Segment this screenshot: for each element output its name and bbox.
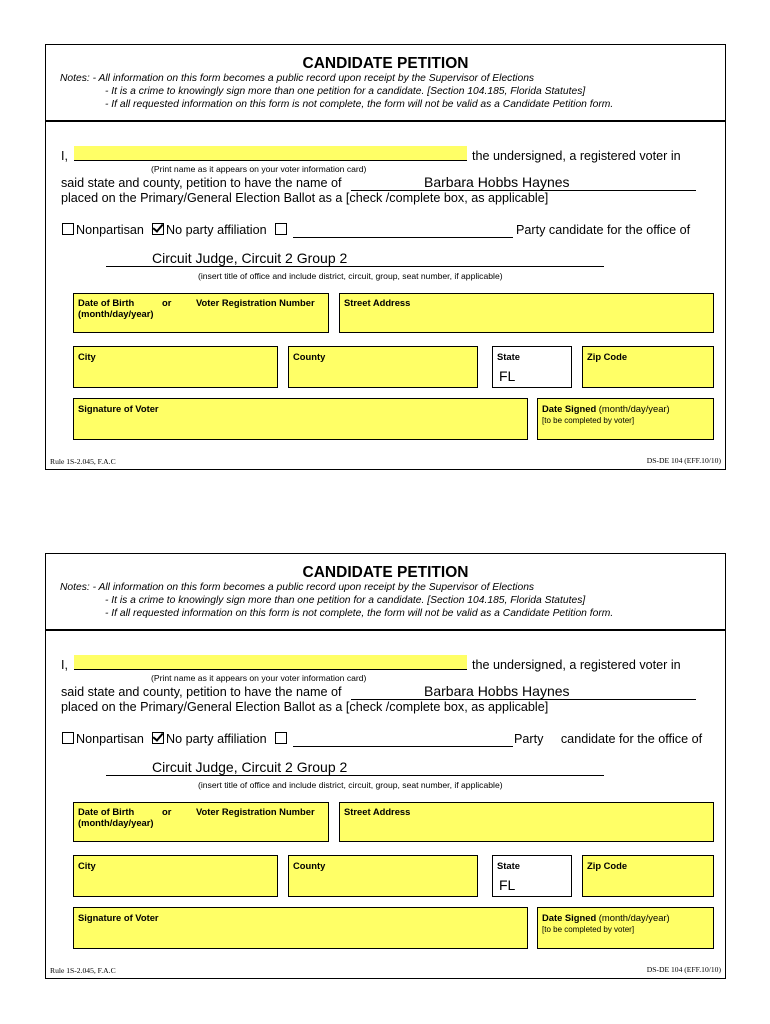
zip-code-field[interactable] [582, 855, 714, 897]
candidate-petition-form [45, 553, 726, 979]
no-party-label: No party affiliation [166, 732, 267, 746]
state-value: FL [499, 368, 516, 384]
candidate-petition-form [45, 44, 726, 470]
date-signed-title [542, 912, 670, 923]
voter-name-field[interactable] [74, 655, 467, 670]
note-line-3: - If all requested information on this form is not complete, the form will not be valid as a Candidate Petition form. [105, 608, 614, 619]
notes [60, 72, 613, 111]
notes [60, 581, 613, 620]
no-party-label: No party affiliation [166, 223, 267, 237]
option-nonpartisan[interactable] [62, 223, 144, 237]
signature-label: Signature of Voter [78, 403, 159, 414]
i-label: I, [61, 149, 68, 163]
note-line-2: - It is a crime to knowingly sign more than one petition for a candidate. [Section 104.185, Florida Statutes] [105, 86, 586, 97]
note-line-1: Notes: - All information on this form becomes a public record upon receipt by the Supervisor of Elections [60, 582, 535, 593]
form-title: CANDIDATE PETITION [302, 55, 469, 72]
checkbox-party[interactable] [275, 732, 287, 744]
footer-rule: Rule 1S-2.045, F.A.C [50, 457, 116, 466]
checkbox-party[interactable] [275, 223, 287, 235]
county-field[interactable] [288, 346, 478, 388]
state-value: FL [499, 877, 516, 893]
date-signed-field[interactable] [537, 907, 714, 949]
party-label: Party candidate for the office of [516, 223, 691, 237]
date-signed-field[interactable] [537, 398, 714, 440]
voter-reg-label: Voter Registration Number [196, 297, 315, 308]
office-value[interactable]: Circuit Judge, Circuit 2 Group 2 [152, 759, 348, 775]
date-signed-format: (month/day/year) [598, 403, 670, 414]
nonpartisan-label: Nonpartisan [76, 732, 144, 746]
dob-voter-reg-field[interactable] [73, 802, 329, 842]
state-label: State [497, 860, 520, 871]
street-label: Street Address [344, 297, 411, 308]
form-header [46, 554, 725, 631]
ballot-text: placed on the Primary/General Election Ballot as a [check /complete box, as applicable] [61, 191, 549, 205]
footer-form-number: DS-DE 104 (EFF.10/10) [646, 456, 721, 465]
street-address-field[interactable] [339, 293, 714, 333]
office-hint: (insert title of office and include district, circuit, group, seat number, if applicable) [198, 271, 503, 281]
note-line-1: Notes: - All information on this form becomes a public record upon receipt by the Supervisor of Elections [60, 73, 535, 84]
office-hint: (insert title of office and include district, circuit, group, seat number, if applicable) [198, 780, 503, 790]
date-signed-title [542, 403, 670, 414]
city-label: City [78, 860, 96, 871]
nonpartisan-label: Nonpartisan [76, 223, 144, 237]
county-label: County [293, 860, 326, 871]
dob-format: (month/day/year) [78, 308, 154, 319]
ballot-text: placed on the Primary/General Election Ballot as a [check /complete box, as applicable] [61, 700, 549, 714]
candidate-name[interactable]: Barbara Hobbs Haynes [424, 683, 570, 699]
undersigned-text: the undersigned, a registered voter in [472, 149, 681, 163]
street-address-field[interactable] [339, 802, 714, 842]
signature-field[interactable] [73, 398, 528, 440]
option-no-party[interactable] [152, 732, 267, 746]
voter-reg-label: Voter Registration Number [196, 806, 315, 817]
state-field[interactable] [492, 855, 572, 897]
dob-label: Date of Birth [78, 806, 135, 817]
checkbox-no-party-checked[interactable] [152, 732, 164, 744]
or-label: or [162, 297, 172, 308]
print-name-hint: (Print name as it appears on your voter information card) [151, 164, 367, 174]
party-label: Party candidate for the office of [514, 732, 703, 746]
date-signed-label: Date Signed [542, 403, 597, 414]
office-value[interactable]: Circuit Judge, Circuit 2 Group 2 [152, 250, 348, 266]
city-label: City [78, 351, 96, 362]
signature-field[interactable] [73, 907, 528, 949]
zip-label: Zip Code [587, 860, 628, 871]
street-label: Street Address [344, 806, 411, 817]
checkbox-nonpartisan[interactable] [62, 223, 74, 235]
voter-name-field[interactable] [74, 146, 467, 161]
city-field[interactable] [73, 855, 278, 897]
option-party[interactable] [275, 223, 289, 237]
i-label: I, [61, 658, 68, 672]
state-field[interactable] [492, 346, 572, 388]
note-line-2: - It is a crime to knowingly sign more than one petition for a candidate. [Section 104.185, Florida Statutes] [105, 595, 586, 606]
petition-text: said state and county, petition to have the name of [61, 176, 342, 190]
party-name-field[interactable] [293, 223, 513, 238]
candidate-name[interactable]: Barbara Hobbs Haynes [424, 174, 570, 190]
signature-label: Signature of Voter [78, 912, 159, 923]
zip-code-field[interactable] [582, 346, 714, 388]
footer-rule: Rule 1S-2.045, F.A.C [50, 966, 116, 975]
print-name-hint: (Print name as it appears on your voter information card) [151, 673, 367, 683]
form-title: CANDIDATE PETITION [302, 564, 469, 581]
footer-form-number: DS-DE 104 (EFF.10/10) [646, 965, 721, 974]
option-party[interactable] [275, 732, 289, 746]
dob-voter-reg-field[interactable] [73, 293, 329, 333]
petition-text: said state and county, petition to have the name of [61, 685, 342, 699]
state-label: State [497, 351, 520, 362]
form-header [46, 45, 725, 122]
dob-label: Date of Birth [78, 297, 135, 308]
option-no-party[interactable] [152, 223, 267, 237]
date-signed-note: [to be completed by voter] [542, 925, 635, 934]
undersigned-text: the undersigned, a registered voter in [472, 658, 681, 672]
city-field[interactable] [73, 346, 278, 388]
or-label: or [162, 806, 172, 817]
county-field[interactable] [288, 855, 478, 897]
dob-format: (month/day/year) [78, 817, 154, 828]
county-label: County [293, 351, 326, 362]
party-name-field[interactable] [293, 732, 513, 747]
option-nonpartisan[interactable] [62, 732, 144, 746]
date-signed-note: [to be completed by voter] [542, 416, 635, 425]
date-signed-format: (month/day/year) [598, 912, 670, 923]
date-signed-label: Date Signed [542, 912, 597, 923]
note-line-3: - If all requested information on this form is not complete, the form will not be valid as a Candidate Petition form. [105, 99, 614, 110]
zip-label: Zip Code [587, 351, 628, 362]
checkbox-no-party-checked[interactable] [152, 223, 164, 235]
checkbox-nonpartisan[interactable] [62, 732, 74, 744]
